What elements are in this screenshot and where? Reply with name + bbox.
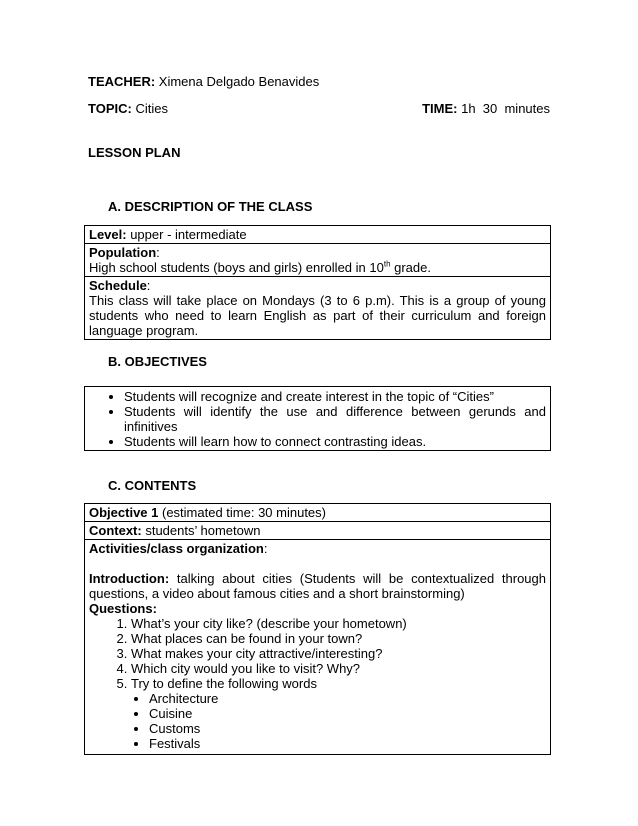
objective-row — [85, 504, 550, 522]
schedule-label: Schedule — [89, 278, 147, 293]
contents-table — [84, 503, 551, 755]
words-list — [131, 691, 546, 751]
teacher-name: Ximena Delgado Benavides — [158, 74, 320, 89]
population-text-end: grade. — [390, 260, 431, 275]
objectives-box — [84, 386, 551, 451]
activities-row — [85, 540, 550, 754]
objective-value: (estimated time: 30 minutes) — [158, 505, 326, 520]
section-a-heading: A. DESCRIPTION OF THE CLASS — [108, 199, 313, 214]
word-item: • Customs — [149, 721, 546, 736]
word-item: • Cuisine — [149, 706, 546, 721]
objective-item: • Students will learn how to connect contrasting ideas. — [124, 434, 546, 449]
teacher-label: TEACHER: — [88, 74, 156, 89]
word-item: • Festivals — [149, 736, 546, 751]
topic-label: TOPIC: — [88, 101, 132, 116]
word-item: • Architecture — [149, 691, 546, 706]
activities-label: Activities/class organization — [89, 541, 264, 556]
context-value: students’ hometown — [141, 523, 261, 538]
population-text: High school students (boys and girls) enrolled in 10 — [89, 260, 384, 275]
context-row — [85, 522, 550, 540]
teacher-line — [88, 74, 319, 90]
topic-value: Cities — [135, 101, 168, 116]
schedule-text: This class will take place on Mondays (3 to 6 p.m). This is a group of young students who need to learn English as part of their curriculum and foreign language program. — [89, 293, 546, 338]
level-row — [85, 226, 550, 244]
introduction-text: talking about cities (Students will be contextualized through questions, a video about famous cities and a short brainstorming) — [89, 571, 546, 601]
time-line — [422, 101, 550, 117]
level-value: upper - intermediate — [130, 227, 247, 242]
population-label: Population — [89, 245, 157, 260]
time-label: TIME: — [422, 101, 458, 116]
population-sup: th — [383, 259, 391, 269]
population-row — [85, 244, 550, 277]
time-value: 1h 30 minutes — [461, 101, 550, 116]
introduction-paragraph — [89, 571, 546, 601]
question-item: 2. What places can be found in your town? — [131, 631, 546, 646]
objective-item: • Students will identify the use and difference between gerunds and infinitives — [124, 404, 546, 434]
question-item: 1. What’s your city like? (describe your hometown) — [131, 616, 546, 631]
class-description-table — [84, 225, 551, 340]
schedule-row — [85, 277, 550, 339]
objective-label: Objective 1 — [89, 505, 159, 520]
questions-list — [89, 616, 546, 751]
question-item — [131, 676, 546, 751]
objective-item: • Students will recognize and create interest in the topic of “Cities” — [124, 389, 546, 404]
section-b-heading: B. OBJECTIVES — [108, 354, 207, 369]
population-colon: : — [156, 245, 160, 260]
introduction-label: Introduction: — [89, 571, 170, 586]
question-item: 3. What makes your city attractive/interesting? — [131, 646, 546, 661]
questions-label: Questions: — [89, 601, 157, 616]
objectives-list — [85, 389, 550, 449]
section-c-heading: C. CONTENTS — [108, 478, 197, 493]
lesson-plan-heading: LESSON PLAN — [88, 145, 181, 160]
topic-line — [88, 101, 168, 117]
question-text: Try to define the following words — [131, 676, 317, 691]
question-item: 4. Which city would you like to visit? Why? — [131, 661, 546, 676]
context-label: Context: — [89, 523, 142, 538]
schedule-colon: : — [146, 278, 151, 293]
level-label: Level: — [89, 227, 127, 242]
activities-colon: : — [263, 541, 268, 556]
